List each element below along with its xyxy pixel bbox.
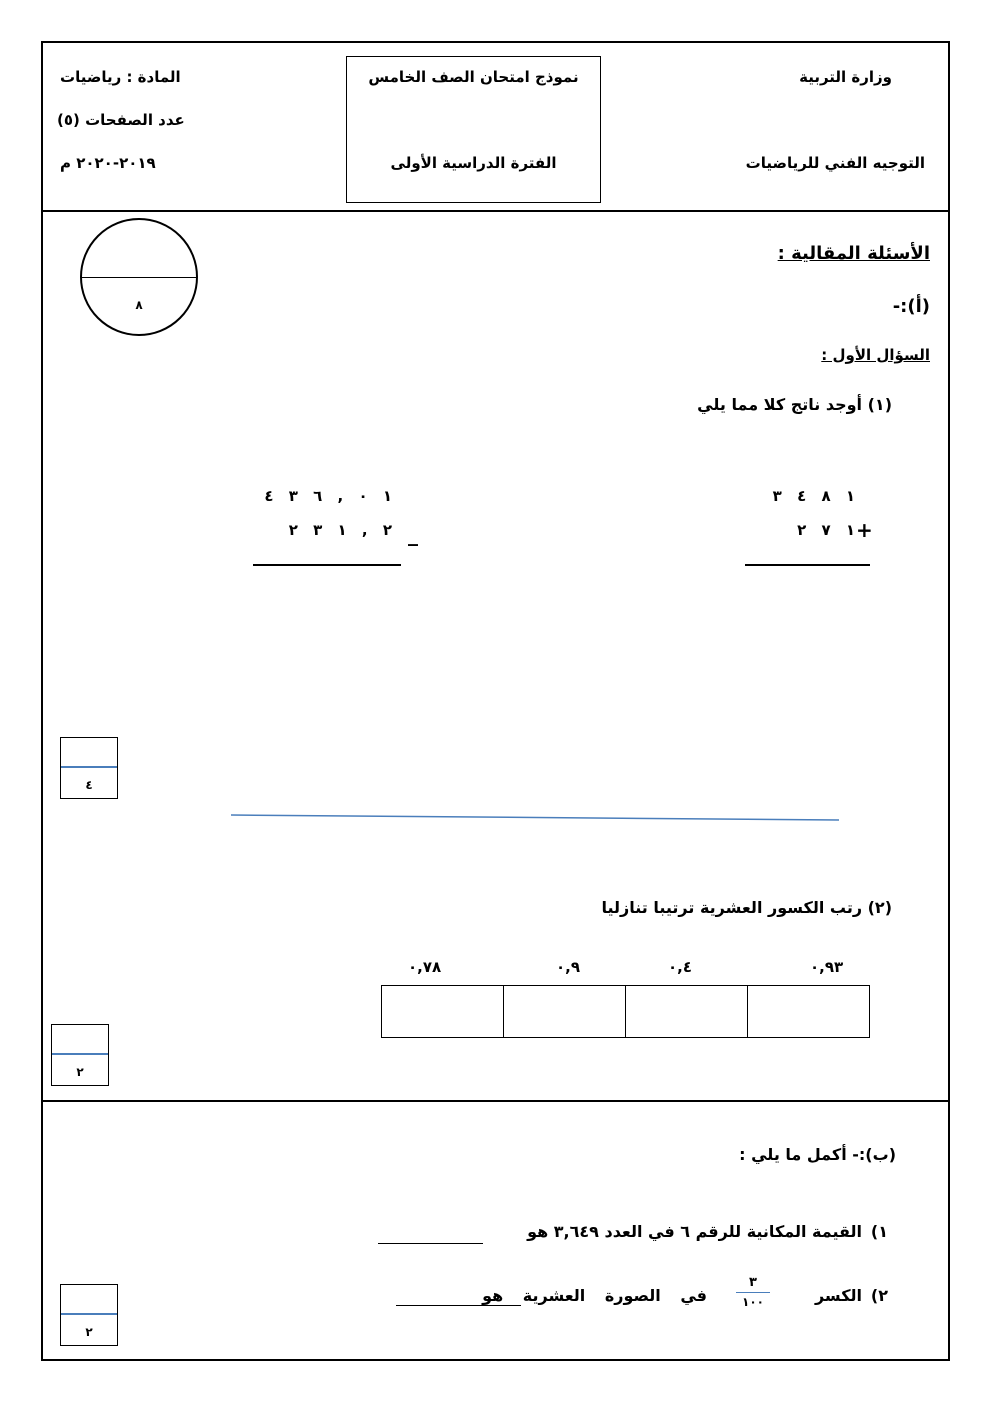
q2-score-box xyxy=(51,1024,109,1086)
separator-line xyxy=(230,812,842,824)
exam-title: نموذج امتحان الصف الخامس xyxy=(368,68,579,86)
score-box-divider xyxy=(52,1053,108,1055)
q1-score-value: ٤ xyxy=(85,778,93,792)
part-a-label: (أ):- xyxy=(892,296,930,317)
decimal-1: ٠,٩٣ xyxy=(810,958,844,976)
item1-number: ١) xyxy=(870,1222,888,1241)
fraction-denominator: ١٠٠ xyxy=(742,1295,764,1309)
item2-text: في الصورة العشرية هو xyxy=(482,1286,707,1305)
answer-cell-4[interactable] xyxy=(382,986,503,1037)
decimal-2: ٠,٤ xyxy=(668,958,693,976)
item1-text: القيمة المكانية للرقم ٦ في العدد ٣,٦٤٩ هو xyxy=(527,1222,862,1241)
year-label: ٢٠١٩-٢٠٢٠ م xyxy=(60,154,156,172)
pages-count-label: عدد الصفحات (٥) xyxy=(57,111,185,129)
answer-cell-1[interactable] xyxy=(747,986,869,1037)
fraction xyxy=(733,1275,773,1309)
score-circle-divider xyxy=(82,277,196,278)
plus-operator: + xyxy=(856,518,873,542)
decimal-3: ٠,٩ xyxy=(556,958,581,976)
decimal-4: ٠,٧٨ xyxy=(408,958,442,976)
subtraction-bottom-number: ٢ , ١ ٣ ٢ xyxy=(288,521,392,539)
part-b-heading: (ب):- أكمل ما يلي : xyxy=(739,1145,896,1164)
fraction-bar xyxy=(736,1292,770,1293)
q1-score-box xyxy=(60,737,118,799)
header-divider xyxy=(41,210,950,212)
question-one-label: السؤال الأول : xyxy=(821,346,930,364)
subject-label: المادة : رياضيات xyxy=(60,68,181,86)
answer-cell-3[interactable] xyxy=(503,986,625,1037)
q2-score-value: ٢ xyxy=(76,1065,84,1079)
subtraction-top-number: ١ ٠ , ٦ ٣ ٤ xyxy=(264,487,392,505)
item2-number: ٢) xyxy=(870,1286,888,1305)
score-box-divider xyxy=(61,1313,117,1315)
section-divider xyxy=(41,1100,950,1102)
minus-operator: _ xyxy=(408,522,418,546)
department-label: التوجيه الفني للرياضيات xyxy=(745,154,925,172)
addition-bottom-number: ١ ٧ ٢ xyxy=(797,521,855,539)
q2-text: (٢) رتب الكسور العشرية ترتيبا تنازليا xyxy=(601,898,892,917)
item2-label: الكسر xyxy=(814,1286,862,1305)
fraction-numerator: ٣ xyxy=(749,1275,757,1290)
answer-cell-2[interactable] xyxy=(625,986,747,1037)
part-b-score-value: ٢ xyxy=(85,1325,93,1339)
q1-text: (١) أوجد ناتج كلا مما يلي xyxy=(697,395,892,414)
subtraction-answer-line xyxy=(253,564,401,566)
ordering-answer-boxes xyxy=(381,985,870,1038)
essay-questions-heading: الأسئلة المقالية : xyxy=(777,243,930,264)
score-box-divider xyxy=(61,766,117,768)
item2-answer-blank[interactable] xyxy=(396,1305,521,1306)
term-label: الفترة الدراسية الأولى xyxy=(390,154,557,172)
addition-answer-line xyxy=(745,564,870,566)
total-score-value: ٨ xyxy=(135,298,143,312)
ministry-label: وزارة التربية xyxy=(799,68,892,86)
part-b-score-box xyxy=(60,1284,118,1346)
total-score-circle xyxy=(80,218,198,336)
item1-answer-blank[interactable] xyxy=(378,1243,483,1244)
addition-top-number: ١ ٨ ٤ ٣ xyxy=(772,487,855,505)
